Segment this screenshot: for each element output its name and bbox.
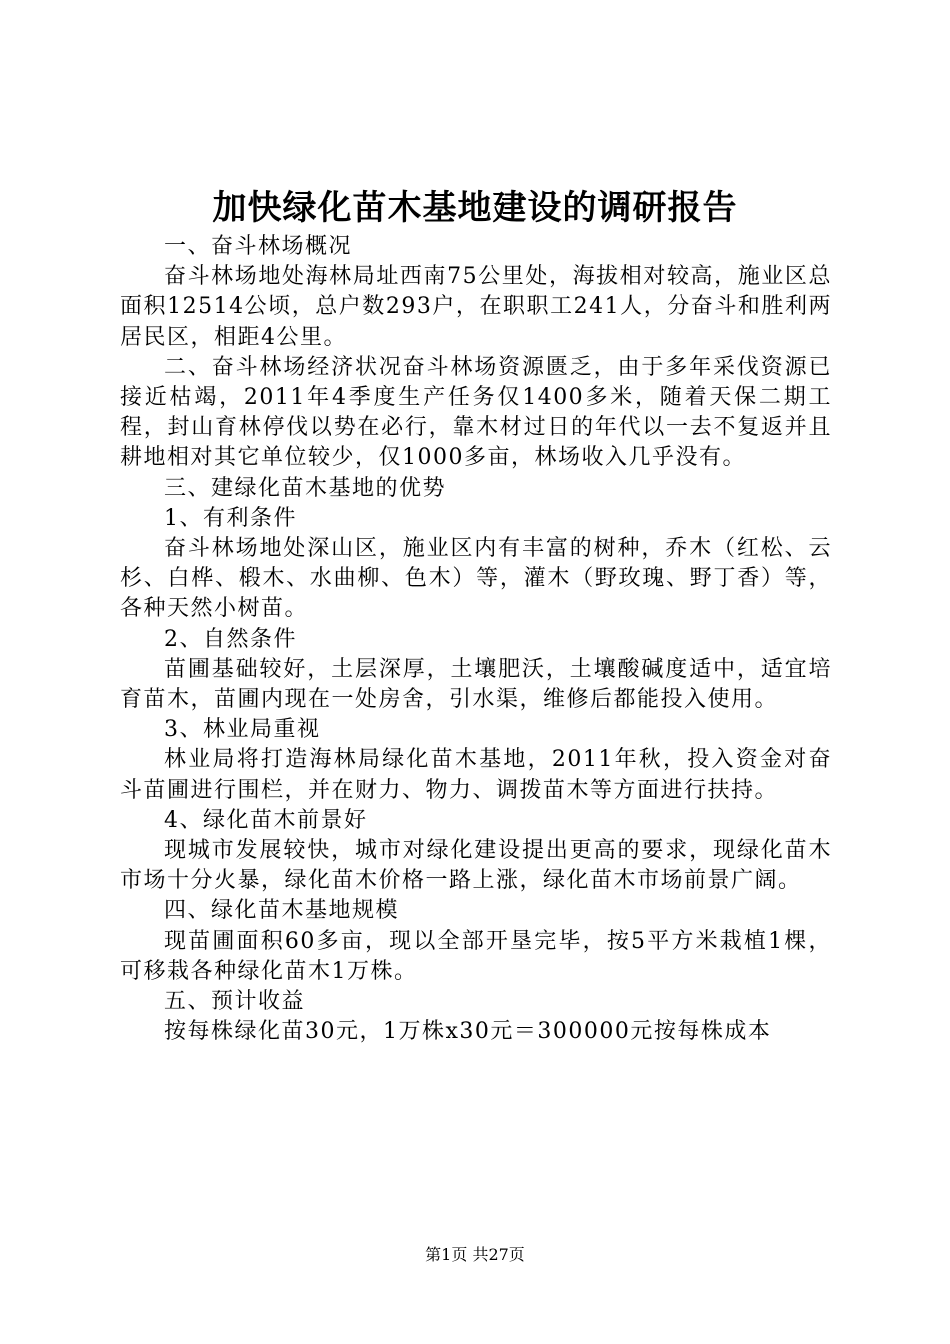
paragraph-overview: 奋斗林场地处海林局址西南75公里处，海拔相对较高，施业区总面积12514公顷，总户数293户，在职职工241人，分奋斗和胜利两居民区，相距4公里。 — [120, 264, 832, 350]
section-heading-advantages: 三、建绿化苗木基地的优势 — [164, 475, 447, 501]
subheading-favorable-conditions: 1、有利条件 — [164, 505, 297, 531]
paragraph-favorable-conditions: 奋斗林场地处深山区，施业区内有丰富的树种，乔木（红松、云杉、白桦、椴木、水曲柳、色木）等，灌木（野玫瑰、野丁香）等，各种天然小树苗。 — [120, 536, 832, 622]
section-heading-revenue: 五、预计收益 — [164, 989, 306, 1015]
paragraph-economy: 二、奋斗林场经济状况奋斗林场资源匮乏，由于多年采伐资源已接近枯竭，2011年4季度生产任务仅1400多米，随着天保二期工程，封山育林停伐以势在必行，靠木材过日的年代以一去不复返并且耕地相对其它单位较少，仅1000多亩，林场收入几乎没有。 — [120, 354, 832, 471]
subheading-natural-conditions: 2、自然条件 — [164, 626, 297, 652]
document-title: 加快绿化苗木基地建设的调研报告 — [212, 188, 738, 228]
paragraph-bureau-support: 林业局将打造海林局绿化苗木基地，2011年秋，投入资金对奋斗苗圃进行围栏，并在财力、物力、调拨苗木等方面进行扶持。 — [120, 747, 832, 803]
section-heading-overview: 一、奋斗林场概况 — [164, 234, 353, 259]
paragraph-market-prospects: 现城市发展较快，城市对绿化建设提出更高的要求，现绿化苗木市场十分火暴，绿化苗木价格一路上涨，绿化苗木市场前景广阔。 — [120, 838, 832, 894]
section-heading-scale: 四、绿化苗木基地规模 — [164, 898, 400, 924]
paragraph-revenue: 按每株绿化苗30元，1万株x30元＝300000元按每株成本 — [164, 1019, 772, 1045]
paragraph-natural-conditions: 苗圃基础较好，土层深厚，土壤肥沃，土壤酸碱度适中，适宜培育苗木，苗圃内现在一处房舍，引水渠，维修后都能投入使用。 — [120, 656, 832, 713]
document-body — [120, 232, 832, 1047]
subheading-bureau-support: 3、林业局重视 — [164, 717, 321, 743]
subheading-market-prospects: 4、绿化苗木前景好 — [164, 807, 368, 833]
paragraph-scale: 现苗圃面积60多亩，现以全部开垦完毕，按5平方米栽植1棵，可移栽各种绿化苗木1万株。 — [120, 928, 832, 984]
page-number-footer: 第1页 共27页 — [425, 1245, 525, 1264]
